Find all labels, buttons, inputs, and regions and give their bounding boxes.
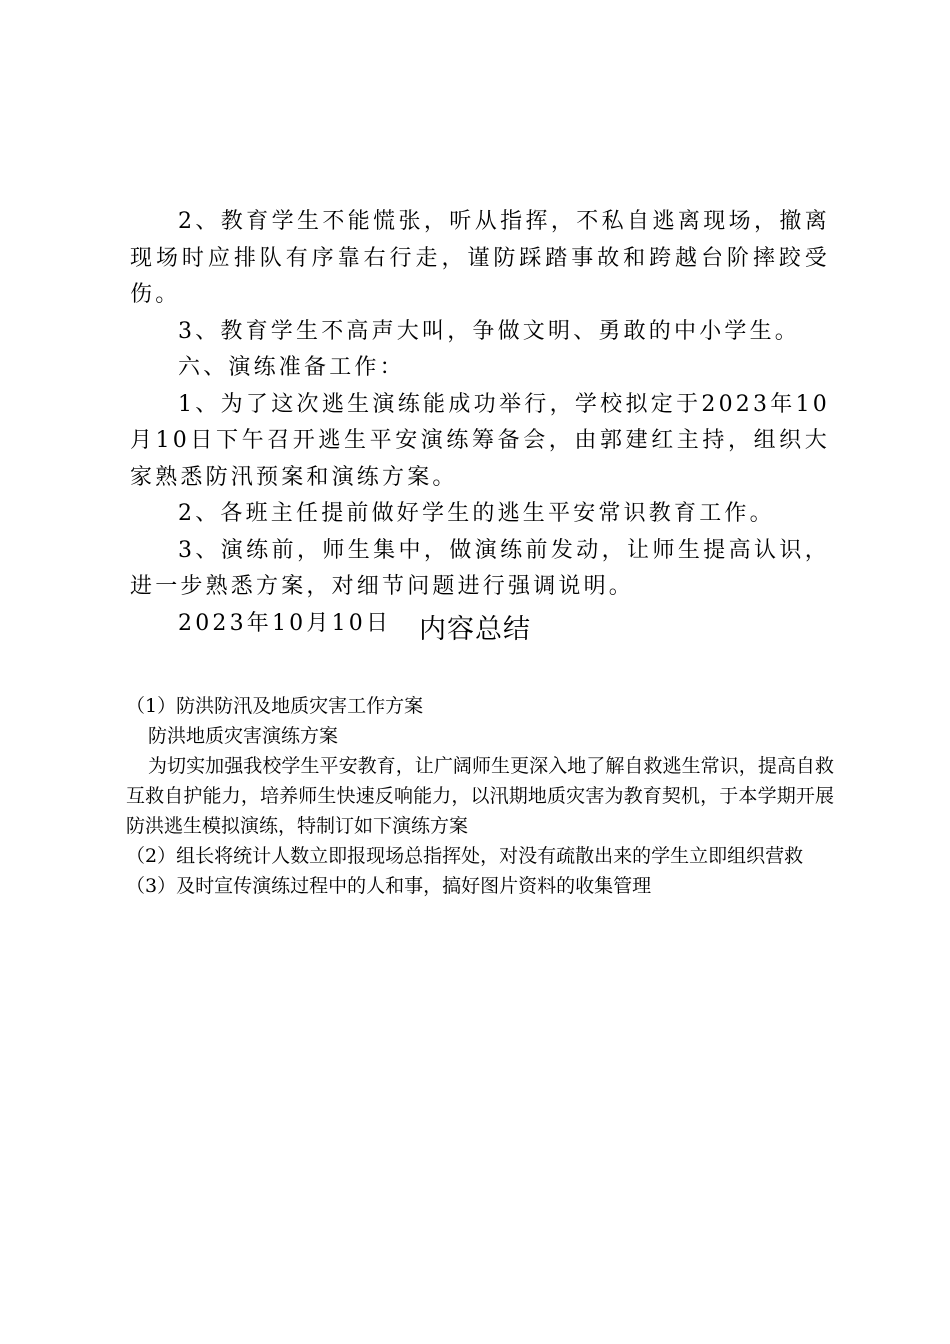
- paragraph-pre-drill-mobilization: 3、演练前，师生集中，做演练前发动，让师生提高认识，进一步熟悉方案，对细节问题进行强调说明。: [130, 537, 830, 599]
- paragraph-educate-no-panic: 2、教育学生不能慌张，听从指挥，不私自逃离现场，撤离现场时应排队有序靠右行走，谨防踩踏事故和跨越台阶摔跤受伤。: [130, 209, 830, 307]
- summary-item-1-subtitle: 防洪地质灾害演练方案: [148, 725, 339, 747]
- body-section: [130, 204, 830, 642]
- summary-title: 内容总结: [419, 614, 531, 645]
- summary-item-2: （2）组长将统计人数立即报现场总指挥处，对没有疏散出来的学生立即组织营救: [126, 845, 804, 867]
- document-date: 2023年10月10日: [178, 610, 392, 636]
- paragraph-safety-education: 2、各班主任提前做好学生的逃生平安常识教育工作。: [178, 501, 775, 526]
- summary-section: [126, 691, 834, 901]
- section-heading-preparation: 六、演练准备工作：: [178, 355, 405, 380]
- summary-item-1: （1）防洪防汛及地质灾害工作方案: [126, 695, 424, 717]
- paragraph-preparation-meeting: 1、为了这次逃生演练能成功举行，学校拟定于2023年10月10日下午召开逃生平安演练筹备会，由郭建红主持，组织大家熟悉防汛预案和演练方案。: [130, 391, 830, 490]
- summary-item-3: （3）及时宣传演练过程中的人和事，搞好图片资料的收集管理: [126, 875, 652, 897]
- summary-item-1-text: 为切实加强我校学生平安教育，让广阔师生更深入地了解自救逃生常识，提高自救互救自护能力，培养师生快速反响能力，以汛期地质灾害为教育契机，于本学期开展防洪逃生模拟演练，特制订如下演练方案: [126, 755, 834, 837]
- paragraph-educate-no-shouting: 3、教育学生不高声大叫，争做文明、勇敢的中小学生。: [178, 318, 800, 344]
